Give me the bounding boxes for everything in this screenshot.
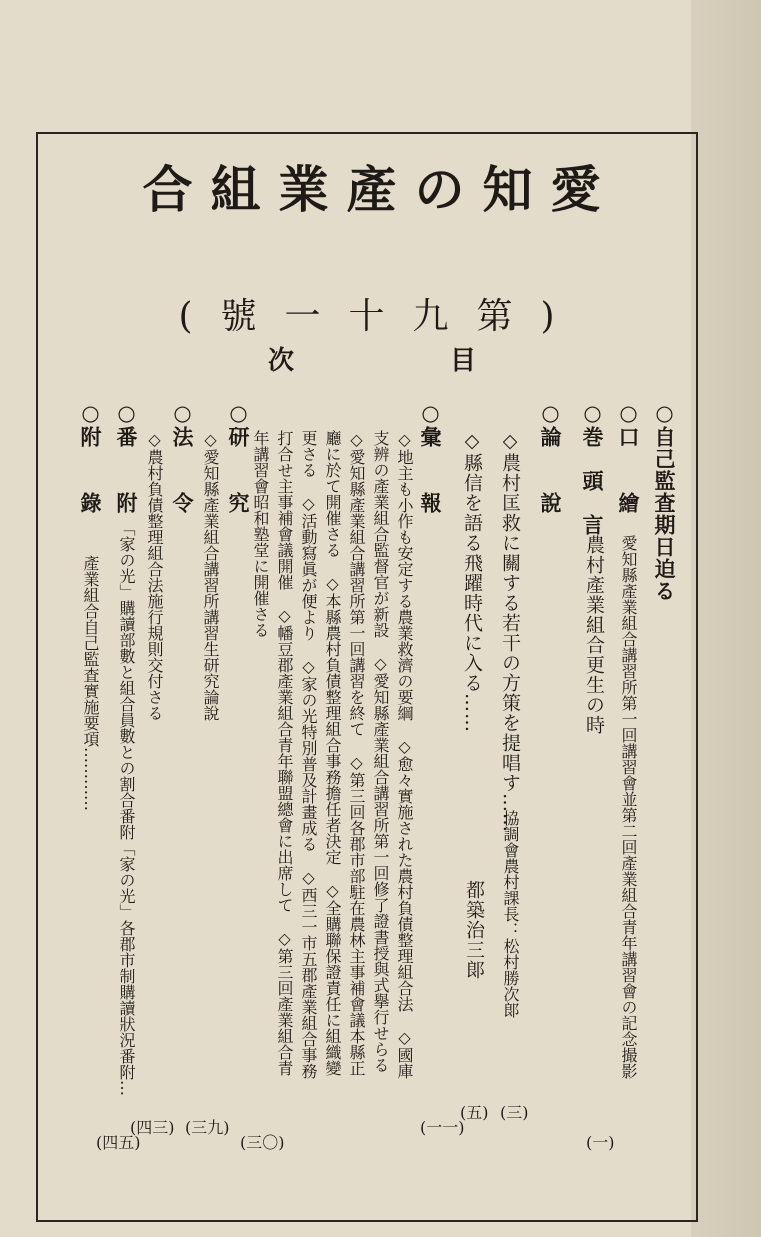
toc-article-1-page: (三) — [500, 1103, 529, 1122]
toc-news-line-5: 更さる ◇活動寫眞が便より ◇家の光特別普及計畫成る ◇西三一市五郡產業組合事務 — [299, 430, 318, 1079]
toc-ihou-page: (一一) — [420, 1118, 465, 1137]
toc-banzuke-label[interactable]: ○番 附 — [114, 400, 139, 514]
toc-horei-text: ◇農村負債整理組合法施行規則交付さる — [145, 430, 164, 721]
toc-kantogen-text: 農村產業組合更生の時 — [583, 535, 605, 735]
toc-horei-page: (三九) — [185, 1118, 230, 1137]
toc-banzuke-page: (四三) — [130, 1118, 175, 1137]
toc-article-2-author: 都築治三郞 — [463, 880, 485, 980]
toc-news-line-3: ◇愛知縣產業組合講習所第一回講習を終て ◇第三回各郡市部駐在農林主事補會議本縣正 — [347, 430, 366, 1076]
toc-furoku-page: (四五) — [96, 1133, 141, 1152]
toc-kantogen-label[interactable]: ○巻 頭 言 — [580, 400, 605, 536]
mokuji-left: 次 — [268, 346, 295, 376]
toc-furoku-label[interactable]: ○附 錄 — [78, 400, 103, 514]
toc-kenkyu-text: ◇愛知縣產業組合講習所講習生研究論說 — [201, 430, 220, 721]
toc-news-line-6: 打合せ主事補會議開催 ◇幡豆郡產業組合青年聯盟總會に出席して ◇第三回產業組合青 — [275, 430, 294, 1076]
toc-article-2-page: (五) — [460, 1103, 489, 1122]
toc-kenkyu-page: (三〇) — [240, 1133, 285, 1152]
toc-news-line-4: 廳に於て開催さる ◇本縣農村負債整理組合事務擔任者決定 ◇全購聯保證責任に組織變 — [323, 430, 342, 1076]
toc-kuchie-label[interactable]: ○口 繪 — [616, 400, 641, 514]
toc-news-line-2: 支辨の產業組合監督官が新設 ◇愛知縣產業組合講習所第一回修了證書授與式擧行せらる — [371, 430, 390, 1073]
toc-kuchie-text: 愛知縣產業組合講習所第一回講習會並第二回產業組合青年講習會の記念撮影 — [619, 535, 638, 1079]
toc-furoku-text: 產業組合自己監査實施要項………… — [81, 555, 100, 811]
toc-horei-label[interactable]: ○法 令 — [170, 400, 195, 514]
toc-self-audit[interactable]: ○自己監査期日迫る — [652, 400, 677, 602]
toc-article-2[interactable]: ◇縣信を語る飛躍時代に入る…… — [461, 430, 483, 733]
toc-banzuke-text: 「家の光」購讀部數と組合員數との割合番附「家の光」各郡市制購讀狀況番附… — [117, 520, 136, 1096]
magazine-title: 合組業產の知愛 — [142, 160, 619, 219]
toc-news-line-7: 年講習會昭和塾堂に開催さる — [251, 430, 270, 638]
toc-kenkyu-label[interactable]: ○研 究 — [226, 400, 251, 514]
issue-number: (號一十九第) — [178, 296, 583, 337]
toc-news-line-1: ◇地主も小作も安定する農業救濟の要綱 ◇愈々實施された農村負債整理組合法 ◇國庫 — [395, 430, 414, 1079]
mokuji-right: 目 — [450, 346, 477, 376]
toc-article-1-author: 協調會農村課長：松村勝次郞 — [501, 810, 520, 1018]
toc-article-1[interactable]: ◇農村匡救に關する若干の方策を提唱す…… — [499, 430, 521, 833]
toc-ihou-label[interactable]: ○彙 報 — [418, 400, 443, 514]
toc-ronsetsu-label[interactable]: ○論 說 — [538, 400, 563, 514]
toc-kuchie-page: (一) — [586, 1133, 615, 1152]
